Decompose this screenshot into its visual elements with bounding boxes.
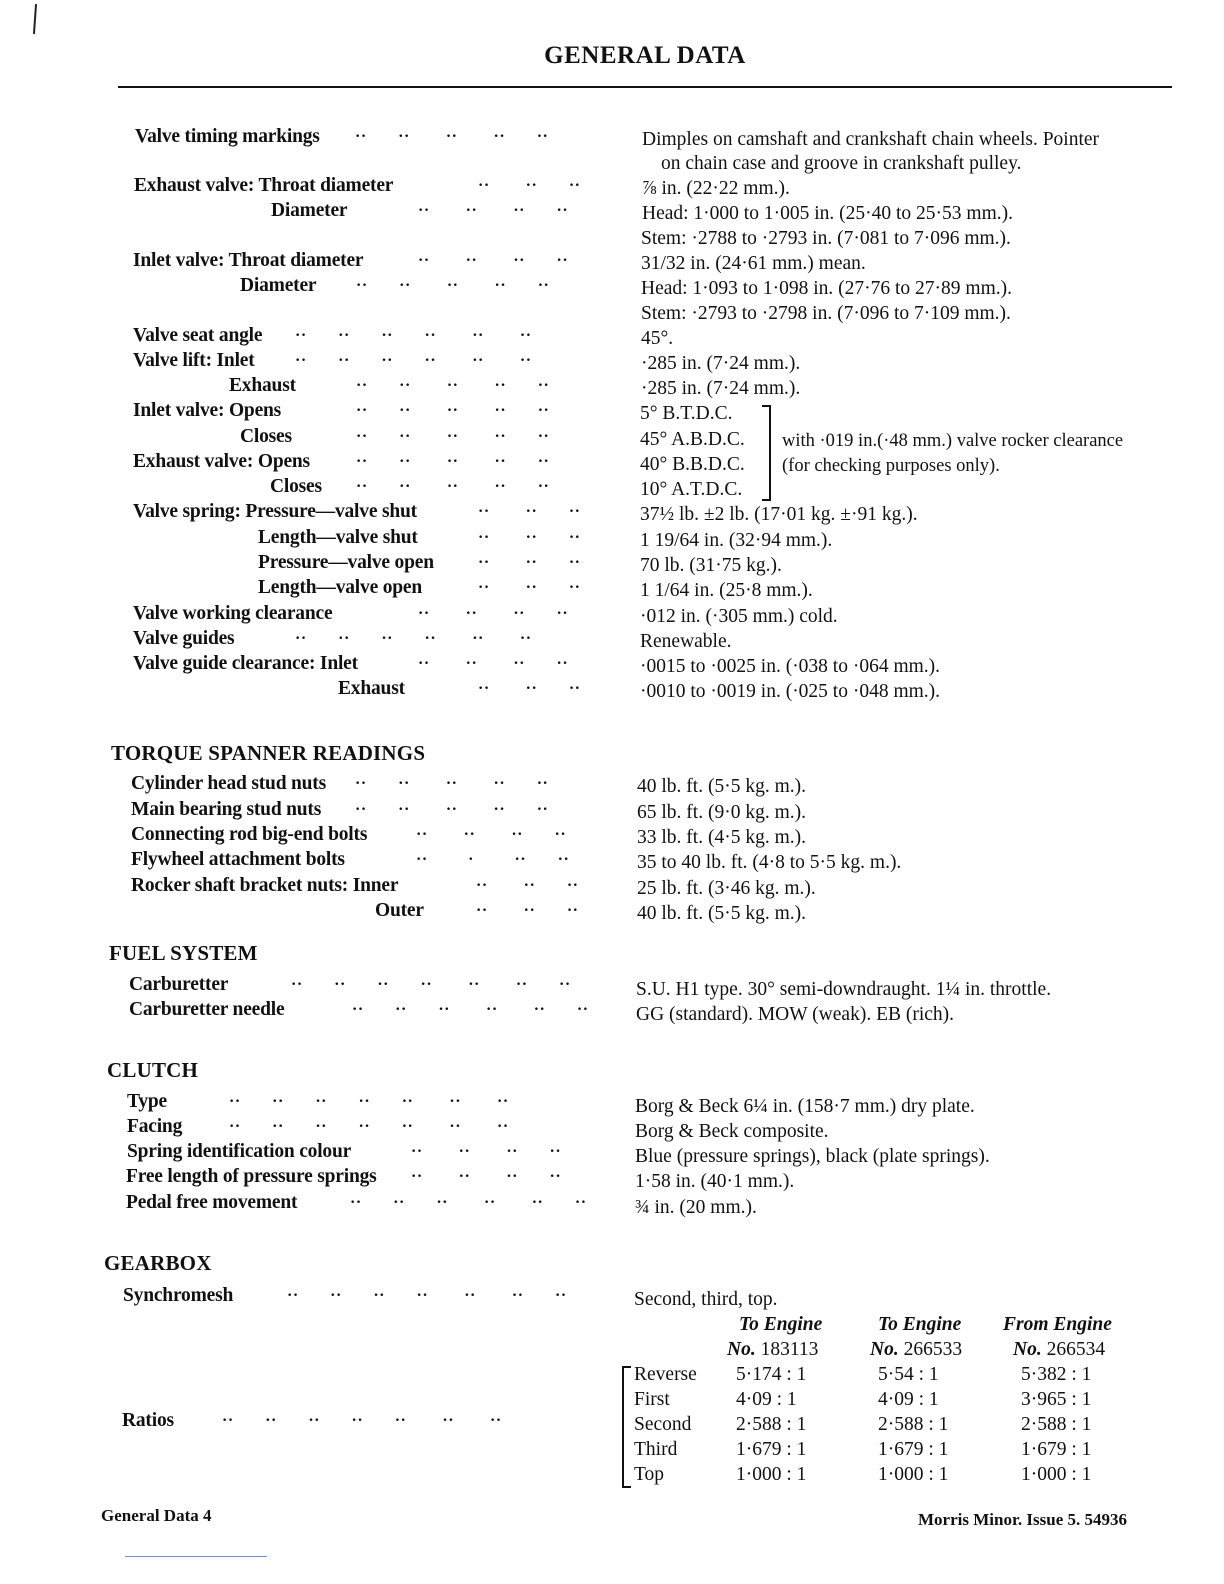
title-rule — [118, 86, 1172, 88]
row-label: Exhaust valve: Opens — [133, 451, 310, 472]
ratio-gear: Second — [634, 1414, 692, 1435]
row-label: Diameter — [240, 275, 317, 296]
leader-dots: ·· ·· ·· ·· — [418, 655, 569, 672]
row-label: Pressure—valve open — [258, 552, 434, 573]
row-value: 37½ lb. ±2 lb. (17·01 kg. ±·91 kg.). — [640, 504, 918, 525]
row-value: S.U. H1 type. 30° semi-downdraught. 1¼ in. throttle. — [636, 979, 1052, 1000]
row-value: Stem: ·2793 to ·2798 in. (7·096 to 7·109 mm.). — [641, 303, 1011, 324]
leader-dots: ·· ·· ·· ·· ·· ·· ·· — [222, 1412, 502, 1429]
timing-note: with ·019 in.(·48 mm.) valve rocker clearance — [782, 431, 1124, 451]
row-value: 25 lb. ft. (3·46 kg. m.). — [637, 878, 816, 899]
row-label: Pedal free movement — [126, 1192, 298, 1213]
timing-note: (for checking purposes only). — [782, 456, 1000, 476]
row-value: 1·58 in. (40·1 mm.). — [635, 1171, 795, 1192]
row-value: 40° B.B.D.C. — [640, 454, 745, 475]
row-label: Diameter — [271, 200, 348, 221]
leader-dots: ·· ·· ·· — [476, 877, 579, 894]
row-value: Borg & Beck 6¼ in. (158·7 mm.) dry plate. — [635, 1096, 975, 1117]
section-heading: CLUTCH — [107, 1058, 199, 1082]
leader-dots: ·· ·· ·· — [478, 529, 581, 546]
section-heading: FUEL SYSTEM — [109, 941, 258, 965]
ratio-brace — [622, 1366, 631, 1488]
ratio-col-header: No. 266534 — [1013, 1339, 1106, 1360]
ratio-value: 1·000 : 1 — [878, 1464, 949, 1485]
row-label: Type — [127, 1091, 168, 1112]
row-label: Rocker shaft bracket nuts: Inner — [131, 875, 399, 896]
ratio-value: 1·000 : 1 — [736, 1464, 807, 1485]
row-value: ¾ in. (20 mm.). — [635, 1197, 757, 1218]
row-label: Carburetter needle — [129, 999, 285, 1020]
leader-dots: ·· ·· ·· ·· ·· ·· — [295, 352, 532, 369]
row-label: Flywheel attachment bolts — [131, 849, 345, 870]
row-value: ·285 in. (7·24 mm.). — [641, 378, 801, 399]
row-value: Stem: ·2788 to ·2793 in. (7·081 to 7·096 mm.). — [641, 228, 1011, 249]
row-value: on chain case and groove in crankshaft pulley. — [661, 153, 1022, 174]
ratio-col-header: To Engine — [878, 1314, 962, 1335]
row-value: GG (standard). MOW (weak). EB (rich). — [636, 1004, 955, 1025]
engine-number: 266533 — [903, 1339, 963, 1360]
row-label: Free length of pressure springs — [126, 1166, 377, 1187]
leader-dots: ·· ·· ·· ·· ·· ·· — [350, 1194, 587, 1211]
row-label: Exhaust — [229, 375, 296, 396]
leader-dots: ·· ·· ·· ·· ·· — [356, 428, 550, 445]
section-heading: GEARBOX — [104, 1251, 212, 1275]
row-value: Dimples on camshaft and crankshaft chain wheels. Pointer — [642, 129, 1100, 150]
row-value: 33 lb. ft. (4·5 kg. m.). — [637, 827, 806, 848]
ratio-value: 1·000 : 1 — [1021, 1464, 1092, 1485]
ratio-gear: Third — [634, 1439, 678, 1460]
leader-dots: ·· ·· ·· — [478, 503, 581, 520]
leader-dots: ·· ·· ·· ·· — [416, 826, 567, 843]
ratio-value: 1·679 : 1 — [736, 1439, 807, 1460]
row-value: 5° B.T.D.C. — [640, 403, 733, 424]
leader-dots: ·· ·· ·· ·· ·· ·· ·· — [287, 1287, 567, 1304]
row-value: 65 lb. ft. (9·0 kg. m.). — [637, 802, 806, 823]
row-value: 1 1/64 in. (25·8 mm.). — [640, 580, 813, 601]
leader-dots: ·· ·· ·· ·· — [411, 1143, 562, 1160]
leader-dots: ·· ·· ·· ·· ·· — [356, 478, 550, 495]
ratio-col-header: To Engine — [739, 1314, 823, 1335]
row-value: Renewable. — [640, 631, 732, 652]
row-value: ·0010 to ·0019 in. (·025 to ·048 mm.). — [640, 681, 941, 702]
ratio-col-header: No. 183113 — [727, 1339, 819, 1360]
leader-dots: ·· ·· ·· ·· ·· ·· — [295, 327, 532, 344]
row-value: 45° A.B.D.C. — [640, 429, 745, 450]
footer-right: Morris Minor. Issue 5. 54936 — [918, 1510, 1128, 1529]
ratio-value: 5·174 : 1 — [736, 1364, 807, 1385]
leader-dots: ·· ·· ·· ·· ·· ·· — [295, 630, 532, 647]
ratio-value: 1·679 : 1 — [878, 1439, 949, 1460]
leader-dots: ·· ·· ·· ·· ·· — [355, 128, 549, 145]
leader-dots: ·· ·· ·· ·· — [418, 252, 569, 269]
leader-dots: ·· ·· ·· — [478, 579, 581, 596]
row-value: 31/32 in. (24·61 mm.) mean. — [641, 253, 866, 274]
leader-dots: ·· ·· ·· ·· ·· — [356, 277, 550, 294]
row-label: Carburetter — [129, 974, 229, 995]
scan-mark — [33, 4, 37, 34]
leader-dots: ·· ·· ·· ·· ·· — [356, 402, 550, 419]
row-value: ·285 in. (7·24 mm.). — [641, 353, 801, 374]
ratio-gear: First — [634, 1389, 670, 1410]
ratio-value: 2·588 : 1 — [1021, 1414, 1092, 1435]
ratio-gear: Reverse — [634, 1364, 697, 1385]
engine-number: 183113 — [760, 1339, 819, 1360]
leader-dots: ·· ·· ·· ·· — [418, 605, 569, 622]
row-label: Valve timing markings — [135, 126, 320, 147]
ratio-value: 5·382 : 1 — [1021, 1364, 1092, 1385]
row-label: Inlet valve: Throat diameter — [133, 250, 364, 271]
ratio-col-header: No. 266533 — [870, 1339, 963, 1360]
footer-left: General Data 4 — [101, 1506, 212, 1525]
row-label: Closes — [240, 426, 292, 447]
row-label: Valve spring: Pressure—valve shut — [133, 501, 417, 522]
row-label: Cylinder head stud nuts — [131, 773, 326, 794]
leader-dots: ·· ·· ·· ·· — [411, 1168, 562, 1185]
ratio-gear: Top — [634, 1464, 665, 1485]
row-value: 40 lb. ft. (5·5 kg. m.). — [637, 776, 806, 797]
row-label: Valve working clearance — [133, 603, 333, 624]
leader-dots: ·· ·· ·· ·· ·· ·· ·· — [291, 976, 571, 993]
leader-dots: ·· ·· ·· — [478, 554, 581, 571]
leader-dots: ·· ·· ·· ·· ·· ·· ·· — [229, 1093, 509, 1110]
leader-dots: ·· ·· ·· ·· ·· ·· ·· — [229, 1118, 509, 1135]
ratio-value: 2·588 : 1 — [878, 1414, 949, 1435]
section-heading: TORQUE SPANNER READINGS — [111, 741, 426, 765]
row-value: Blue (pressure springs), black (plate springs). — [635, 1146, 990, 1167]
row-label: Closes — [270, 476, 322, 497]
row-label: Exhaust — [338, 678, 405, 699]
row-label: Valve seat angle — [133, 325, 263, 346]
row-label: Exhaust valve: Throat diameter — [134, 175, 394, 196]
row-label: Spring identification colour — [127, 1141, 352, 1162]
leader-dots: ·· ·· ·· — [478, 680, 581, 697]
engine-number: 266534 — [1046, 1339, 1106, 1360]
row-label: Valve guide clearance: Inlet — [133, 653, 358, 674]
row-label: Synchromesh — [123, 1285, 234, 1306]
row-label: Ratios — [122, 1410, 174, 1431]
row-label: Outer — [375, 900, 424, 921]
row-label: Inlet valve: Opens — [133, 400, 282, 421]
row-value: ⅞ in. (22·22 mm.). — [642, 178, 790, 199]
ratio-value: 4·09 : 1 — [878, 1389, 939, 1410]
row-value: 70 lb. (31·75 kg.). — [640, 555, 782, 576]
ratio-value: 3·965 : 1 — [1021, 1389, 1092, 1410]
row-value: ·012 in. (·305 mm.) cold. — [640, 606, 838, 627]
leader-dots: ·· ·· ·· ·· ·· — [355, 801, 549, 818]
row-label: Facing — [127, 1116, 183, 1137]
leader-dots: ·· ·· ·· ·· ·· — [356, 377, 550, 394]
row-value: Head: 1·000 to 1·005 in. (25·40 to 25·53 mm.). — [642, 203, 1013, 224]
row-value: Head: 1·093 to 1·098 in. (27·76 to 27·89 mm.). — [641, 278, 1012, 299]
ratio-value: 5·54 : 1 — [878, 1364, 939, 1385]
leader-dots: ·· · ·· ·· — [416, 851, 570, 868]
leader-dots: ·· ·· ·· ·· ·· — [355, 775, 549, 792]
row-value: 1 19/64 in. (32·94 mm.). — [640, 530, 833, 551]
row-value: 35 to 40 lb. ft. (4·8 to 5·5 kg. m.). — [637, 852, 902, 873]
row-value: 45°. — [641, 328, 674, 349]
row-label: Length—valve open — [258, 577, 422, 598]
row-label: Connecting rod big-end bolts — [131, 824, 368, 845]
ratio-value: 1·679 : 1 — [1021, 1439, 1092, 1460]
leader-dots: ·· ·· ·· — [478, 177, 581, 194]
row-value: 10° A.T.D.C. — [640, 479, 743, 500]
row-value: 40 lb. ft. (5·5 kg. m.). — [637, 903, 806, 924]
ratio-value: 2·588 : 1 — [736, 1414, 807, 1435]
leader-dots: ·· ·· ·· — [476, 902, 579, 919]
page-title: GENERAL DATA — [544, 42, 746, 69]
row-value: ·0015 to ·0025 in. (·038 to ·064 mm.). — [640, 656, 941, 677]
row-label: Length—valve shut — [258, 527, 418, 548]
row-label: Main bearing stud nuts — [131, 799, 322, 820]
row-value: Borg & Beck composite. — [635, 1121, 829, 1142]
row-label: Valve guides — [133, 628, 235, 649]
row-label: Valve lift: Inlet — [133, 350, 255, 371]
timing-brace — [762, 405, 771, 501]
row-value: Second, third, top. — [634, 1289, 778, 1310]
leader-dots: ·· ·· ·· ·· — [418, 202, 569, 219]
leader-dots: ·· ·· ·· ·· ·· — [356, 453, 550, 470]
ratio-col-header: From Engine — [1003, 1314, 1112, 1335]
ratio-value: 4·09 : 1 — [736, 1389, 797, 1410]
bottom-line — [125, 1556, 267, 1557]
leader-dots: ·· ·· ·· ·· ·· ·· — [352, 1001, 589, 1018]
